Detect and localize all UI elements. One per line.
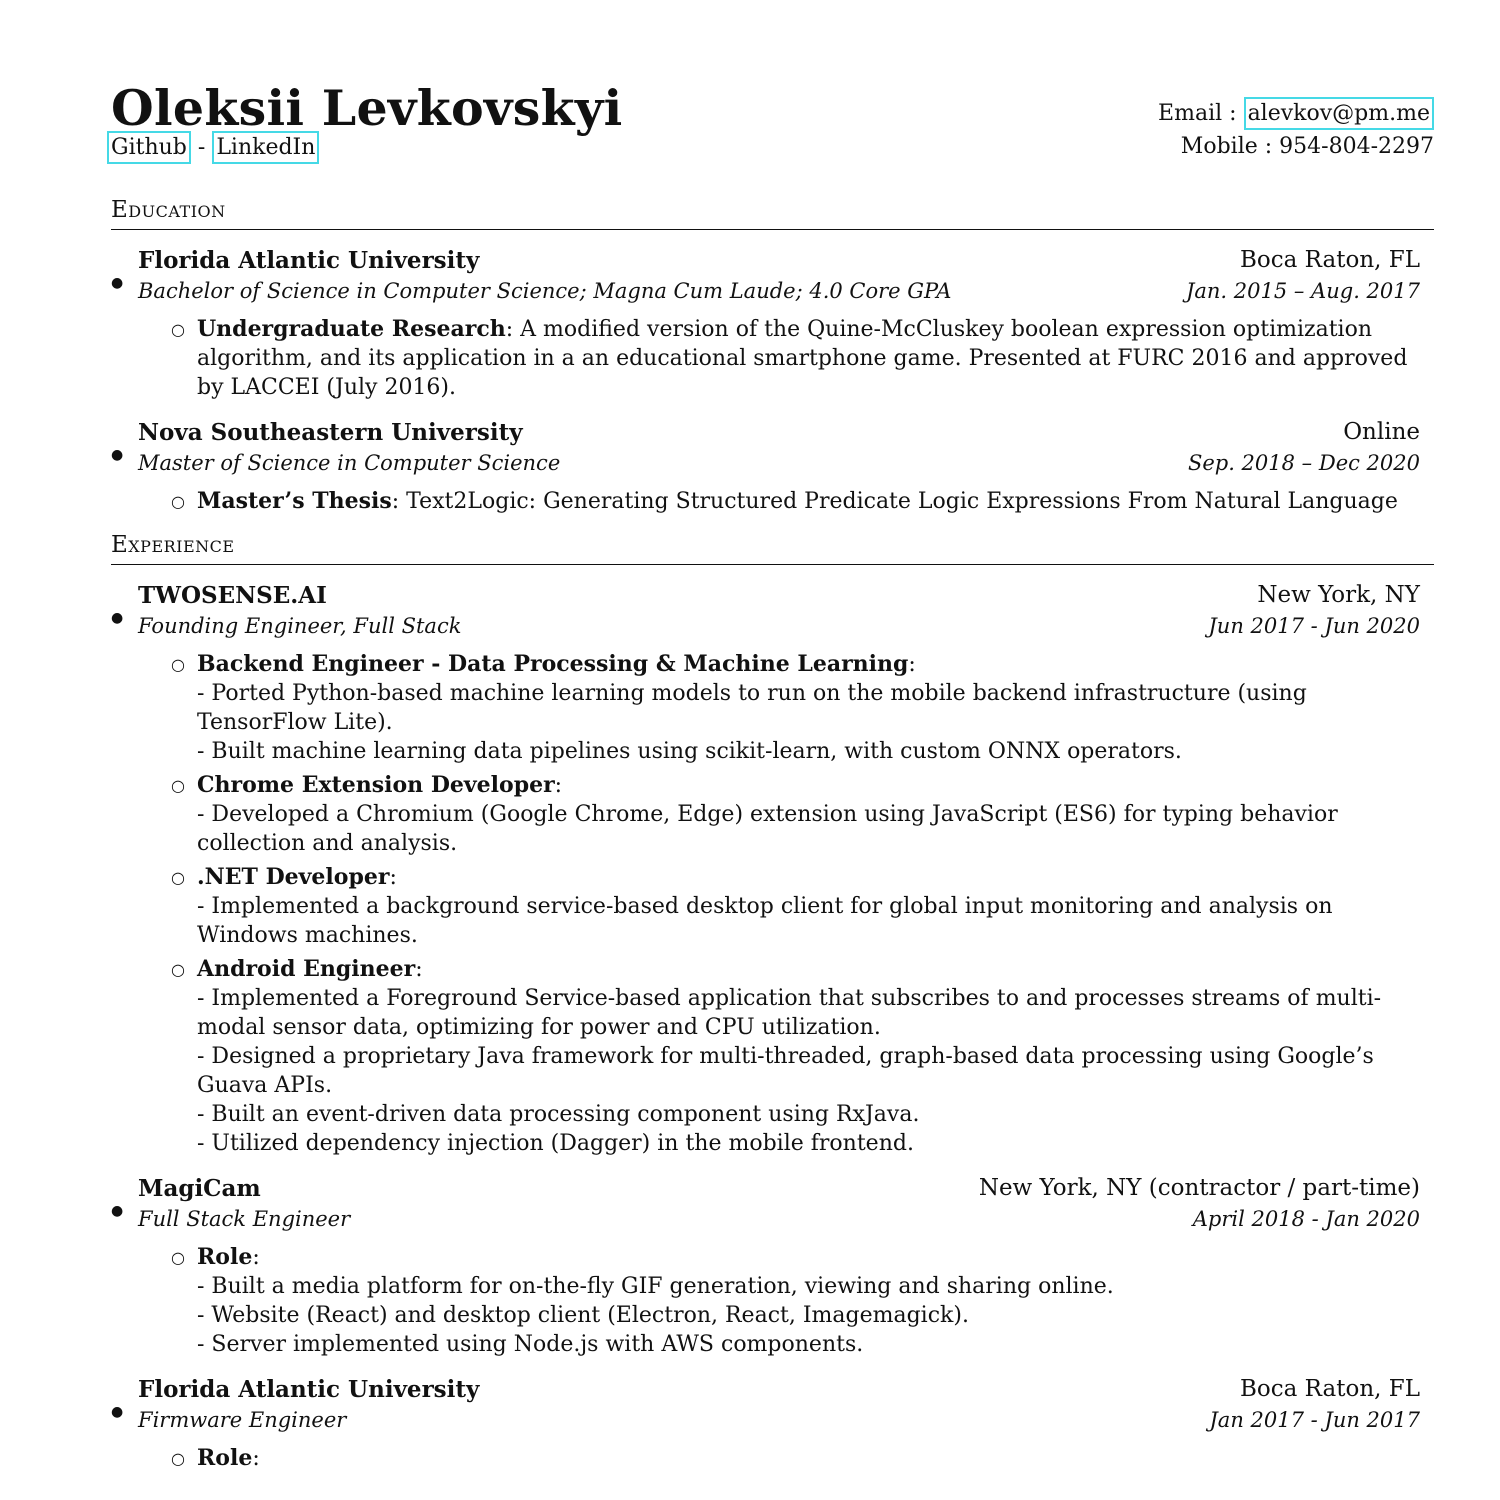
item-title: Undergraduate Research xyxy=(197,316,506,342)
item-line: - Implemented a Foreground Service-based application that subscribes to and processes streams of multi-modal sensor data, optimizing for power and CPU utilization. xyxy=(197,986,1382,1040)
list-item: ○ Android Engineer: - Implemented a Foreground Service-based application that subscribes to and processes streams of multi-modal sensor data, optimizing for power and CPU utilization. - Designed a proprietary Java framework for multi-threaded, graph-based data processing using Google’s Guava APIs. - Built an event-driven data processing component using RxJava. - Utilized dependency injection (Dagger) in the mobile frontend. xyxy=(138,955,1427,1158)
bullet-icon: ● xyxy=(111,447,124,463)
item-line: - Ported Python-based machine learning models to run on the mobile backend infrastructure (using TensorFlow Lite). xyxy=(197,681,1307,735)
entry-role: Founding Engineer, Full Stack xyxy=(138,614,462,638)
entry-role: Master of Science in Computer Science xyxy=(138,451,561,475)
list-item: ○ Chrome Extension Developer: - Developed a Chromium (Google Chrome, Edge) extension using JavaScript (ES6) for typing behavior collection and analysis. xyxy=(138,771,1427,858)
item-line: - Server implemented using Node.js with AWS components. xyxy=(197,1332,864,1357)
contact-info xyxy=(1158,97,1434,163)
circle-bullet-icon: ○ xyxy=(171,1248,185,1267)
education-entry xyxy=(111,416,1420,516)
item-title: Role xyxy=(197,1244,253,1270)
item-line: - Built a media platform for on-the-fly GIF generation, viewing and sharing online. xyxy=(197,1274,1114,1299)
section-title-experience: Experience xyxy=(111,530,1434,565)
entry-dates: Jan 2017 - Jun 2017 xyxy=(1209,1408,1420,1432)
link-separator: - xyxy=(197,135,206,160)
entry-role: Firmware Engineer xyxy=(138,1408,347,1432)
item-title: Chrome Extension Developer xyxy=(197,772,555,798)
resume-page xyxy=(111,80,1434,1478)
email-link[interactable]: alevkov@pm.me xyxy=(1244,97,1434,130)
entry-location: New York, NY xyxy=(1257,582,1420,608)
item-line: - Built machine learning data pipelines using scikit-learn, with custom ONNX operators. xyxy=(197,739,1182,764)
circle-bullet-icon: ○ xyxy=(171,1449,185,1468)
item-line: - Utilized dependency injection (Dagger) in the mobile frontend. xyxy=(197,1131,914,1156)
mobile-label: Mobile : xyxy=(1180,134,1273,159)
mobile-number: 954-804-2297 xyxy=(1279,134,1434,159)
entry-organization: Florida Atlantic University xyxy=(138,247,480,274)
list-item: ○ Backend Engineer - Data Processing & Machine Learning: - Ported Python-based machine learning models to run on the mobile backend infrastructure (using TensorFlow Lite). - Built machine learning data pipelines using scikit-learn, with custom ONNX operators. xyxy=(138,650,1427,766)
github-link[interactable]: Github xyxy=(107,131,191,164)
circle-bullet-icon: ○ xyxy=(171,320,185,339)
entry-dates: Jun 2017 - Jun 2020 xyxy=(1208,614,1420,638)
email-row xyxy=(1158,97,1434,130)
profile-links xyxy=(107,131,319,164)
list-item: ○ .NET Developer: - Implemented a background service-based desktop client for global input monitoring and analysis on Windows machines. xyxy=(138,863,1427,950)
item-title: Backend Engineer - Data Processing & Machine Learning xyxy=(197,651,909,677)
candidate-name: Oleksii Levkovskyi xyxy=(111,79,623,137)
bullet-icon: ● xyxy=(111,1203,124,1219)
list-item xyxy=(138,487,1427,516)
item-line: - Website (React) and desktop client (Electron, React, Imagemagick). xyxy=(197,1303,969,1328)
item-line: - Developed a Chromium (Google Chrome, Edge) extension using JavaScript (ES6) for typing behavior collection and analysis. xyxy=(197,802,1338,856)
bullet-icon: ● xyxy=(111,275,124,291)
entry-role: Full Stack Engineer xyxy=(138,1207,351,1231)
entry-organization: TWOSENSE.AI xyxy=(138,582,327,609)
item-line: - Built an event-driven data processing component using RxJava. xyxy=(197,1102,920,1127)
circle-bullet-icon: ○ xyxy=(171,868,185,887)
entry-location: Boca Raton, FL xyxy=(1240,247,1420,273)
entry-dates: Jan. 2015 – Aug. 2017 xyxy=(1185,279,1420,303)
education-section xyxy=(111,195,1434,516)
email-label: Email : xyxy=(1158,101,1237,126)
experience-entry xyxy=(111,1373,1420,1473)
circle-bullet-icon: ○ xyxy=(171,960,185,979)
experience-entry xyxy=(111,1172,1420,1359)
item-text: : Text2Logic: Generating Structured Predicate Logic Expressions From Natural Language xyxy=(391,489,1398,514)
entry-organization: Nova Southeastern University xyxy=(138,419,523,446)
item-line: - Implemented a background service-based desktop client for global input monitoring and analysis on Windows machines. xyxy=(197,894,1333,948)
entry-organization: Florida Atlantic University xyxy=(138,1376,480,1403)
item-text: : A modified version of the Quine-McCluskey boolean expression optimization algorithm, and its application in a an educational smartphone game. Presented at FURC 2016 and approved by LACCEI (July 2016). xyxy=(197,317,1408,400)
resume-header xyxy=(111,80,1434,175)
entry-dates: April 2018 - Jan 2020 xyxy=(1192,1207,1420,1231)
mobile-row xyxy=(1158,130,1434,163)
experience-entry xyxy=(111,579,1420,1158)
experience-section xyxy=(111,530,1434,1473)
entry-location: New York, NY (contractor / part-time) xyxy=(978,1175,1420,1201)
entry-organization: MagiCam xyxy=(138,1175,261,1202)
circle-bullet-icon: ○ xyxy=(171,776,185,795)
bullet-icon: ● xyxy=(111,1404,124,1420)
circle-bullet-icon: ○ xyxy=(171,492,185,511)
list-item: ○ Role: - Built a media platform for on-the-fly GIF generation, viewing and sharing online. - Website (React) and desktop client (Electron, React, Imagemagick). - Server implemented using Node.js with AWS components. xyxy=(138,1243,1427,1359)
item-line: - Designed a proprietary Java framework for multi-threaded, graph-based data processing using Google’s Guava APIs. xyxy=(197,1044,1374,1098)
linkedin-link[interactable]: LinkedIn xyxy=(212,131,319,164)
entry-location: Boca Raton, FL xyxy=(1240,1376,1420,1402)
item-title: .NET Developer xyxy=(197,864,390,890)
bullet-icon: ● xyxy=(111,610,124,626)
circle-bullet-icon: ○ xyxy=(171,655,185,674)
entry-role: Bachelor of Science in Computer Science; Magna Cum Laude; 4.0 Core GPA xyxy=(138,279,952,303)
list-item: ○ Role: xyxy=(171,1445,260,1471)
section-title-education: Education xyxy=(111,195,1434,230)
entry-dates: Sep. 2018 – Dec 2020 xyxy=(1187,451,1420,475)
item-title: Android Engineer xyxy=(197,956,416,982)
education-entry xyxy=(111,244,1420,402)
list-item xyxy=(138,315,1427,402)
item-title: Role xyxy=(197,1445,253,1471)
entry-location: Online xyxy=(1343,419,1420,445)
item-title: Master’s Thesis xyxy=(197,488,392,514)
